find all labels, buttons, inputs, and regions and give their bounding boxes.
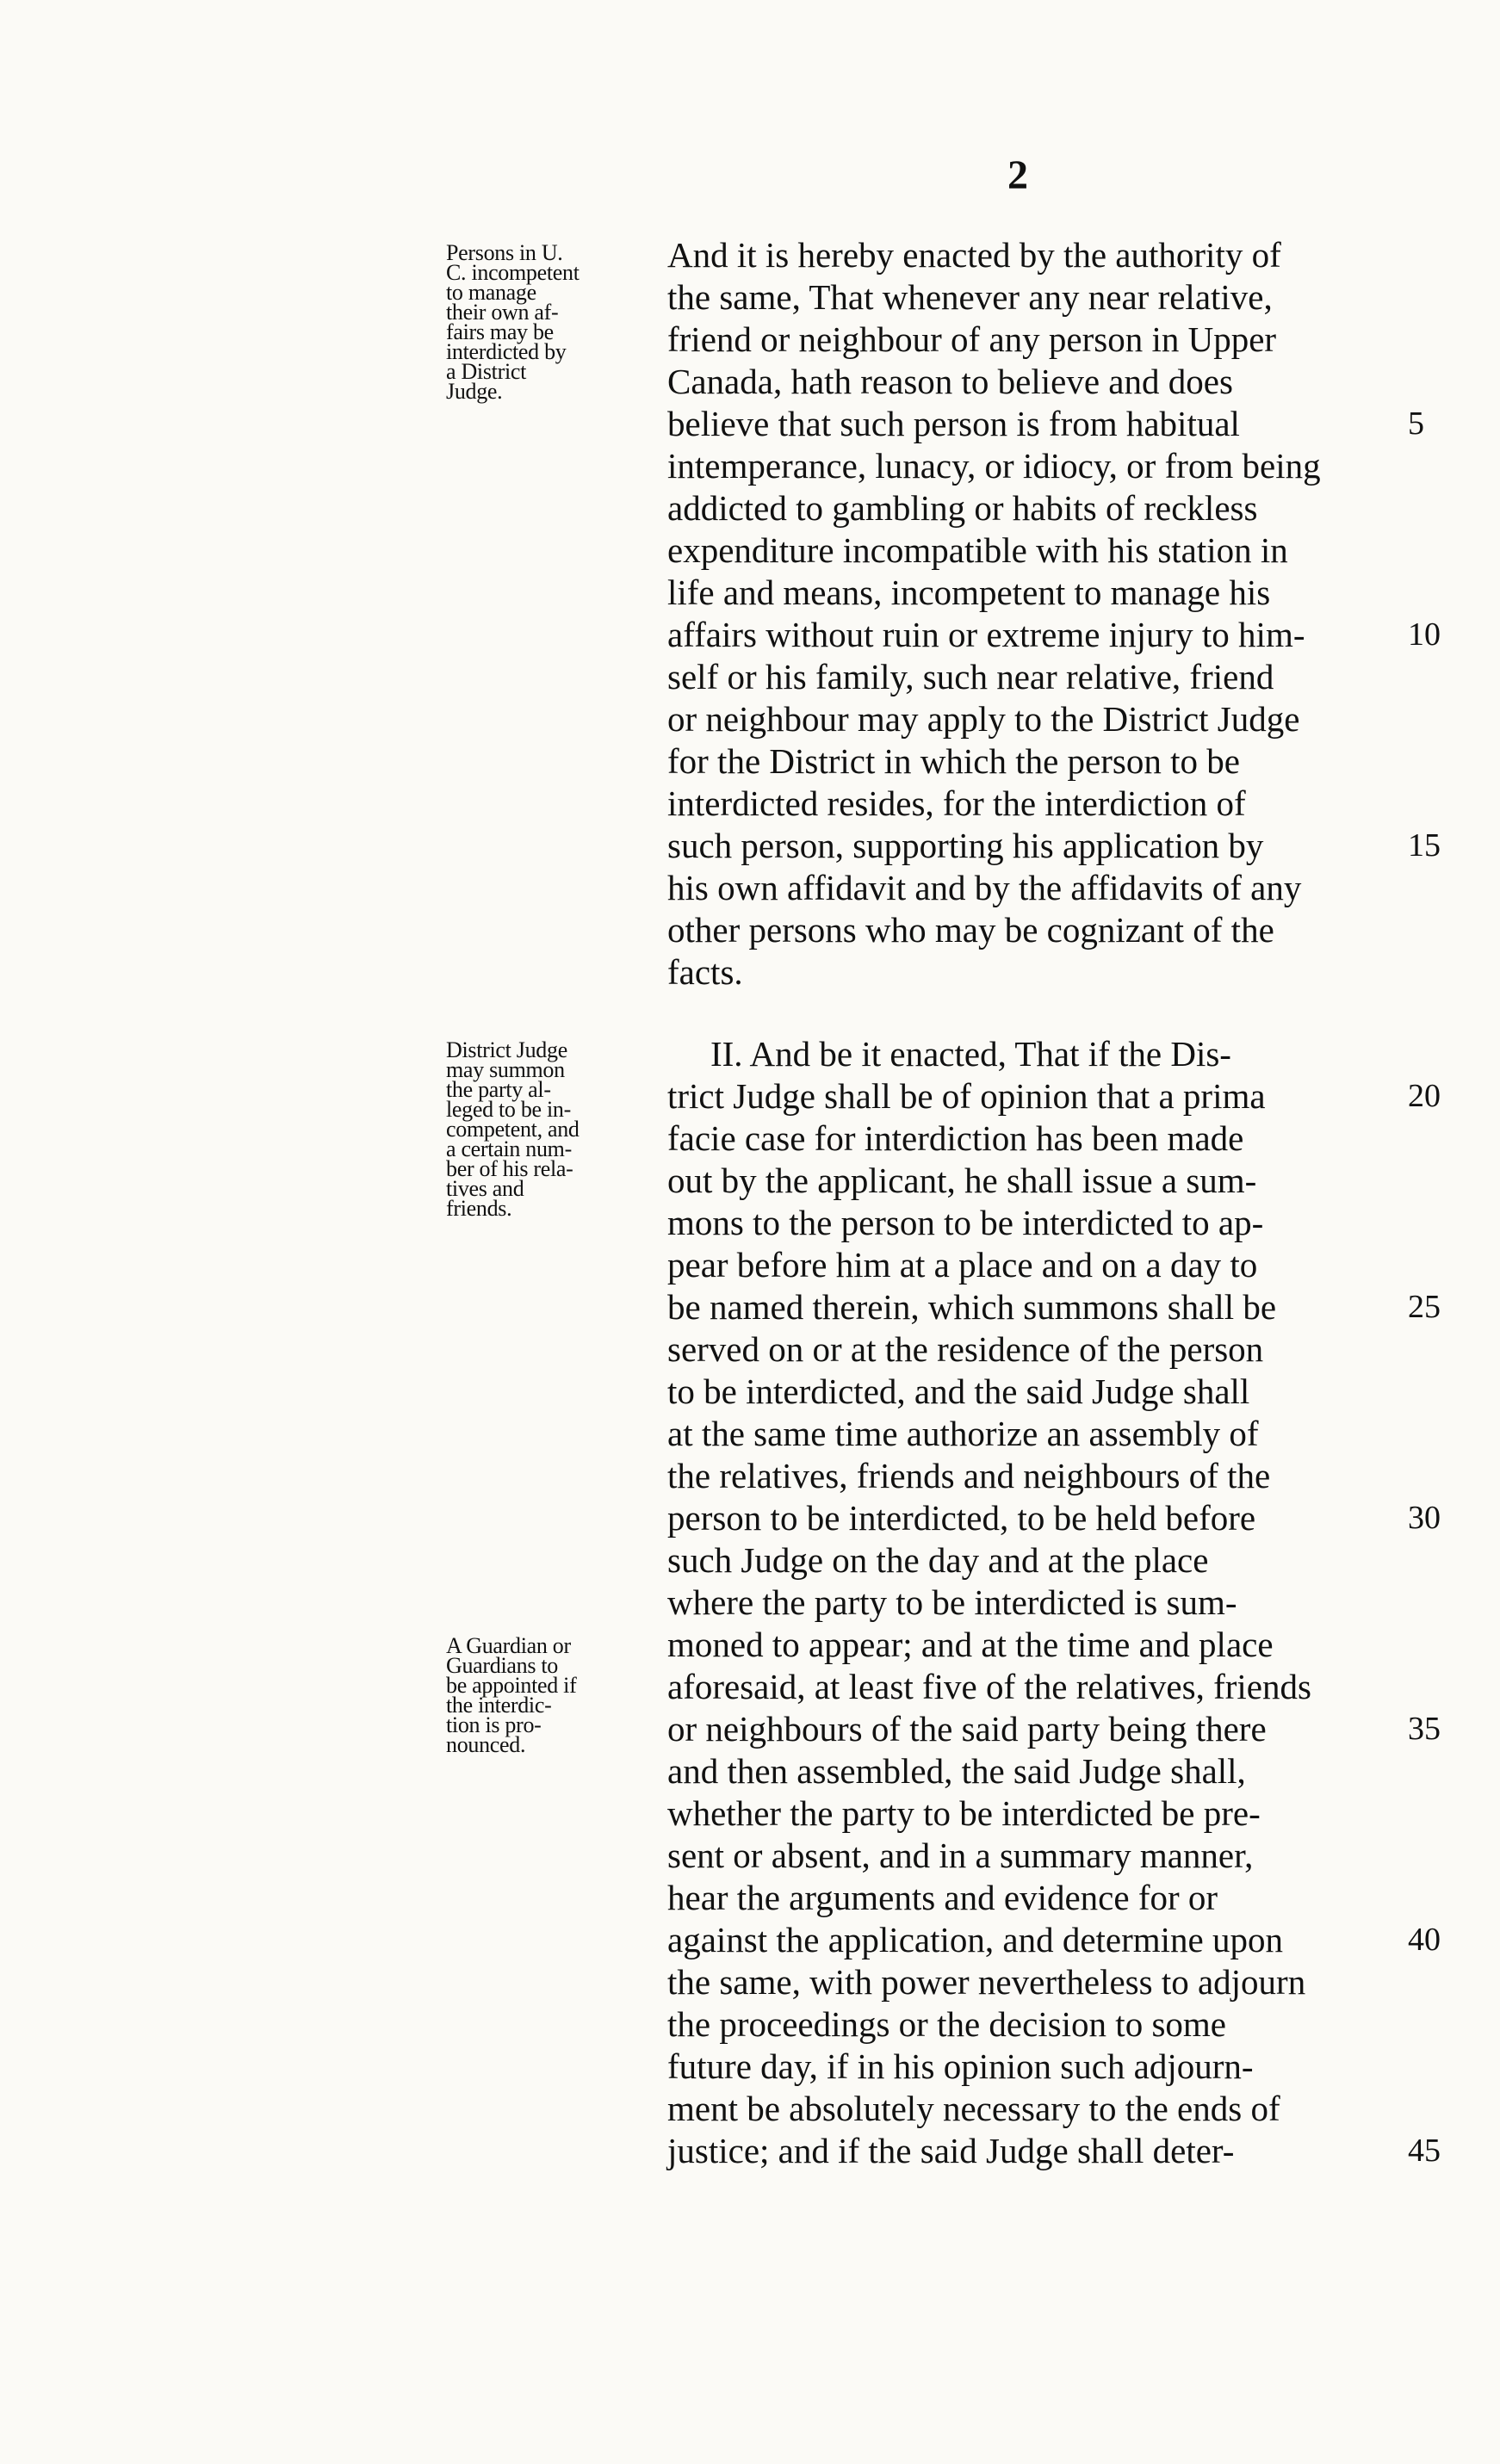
margin-note-line: the interdic- (446, 1693, 552, 1718)
margin-note-line: friends. (446, 1196, 512, 1221)
text-line (667, 2046, 1408, 2088)
margin-note-line: fairs may be (446, 319, 554, 344)
line-text: out by the applicant, he shall issue a sum- (667, 1161, 1257, 1200)
line-number: 10 (1408, 616, 1441, 653)
text-line (667, 825, 1441, 867)
text-line (667, 361, 1408, 403)
line-text: at the same time authorize an assembly of (667, 1414, 1259, 1453)
line-text: for the District in which the person to be (667, 741, 1240, 781)
text-line (667, 2088, 1408, 2130)
line-text: be named therein, which summons shall be (667, 1287, 1277, 1327)
text-line (667, 1961, 1408, 2003)
line-number: 35 (1408, 1711, 1441, 1747)
text-line (667, 1413, 1408, 1455)
line-text: pear before him at a place and on a day to (667, 1245, 1258, 1285)
text-line (667, 1877, 1408, 1919)
line-number: 15 (1408, 827, 1441, 864)
text-line (667, 614, 1441, 656)
section-1-paragraph (667, 234, 1441, 994)
text-line (667, 1202, 1408, 1244)
margin-note-guardian-appointed (446, 1633, 661, 1757)
margin-note-line: the party al- (446, 1077, 551, 1102)
text-line (667, 1117, 1408, 1160)
margin-note-line: ber of his rela- (446, 1156, 573, 1181)
line-text: sent or absent, and in a summary manner, (667, 1836, 1254, 1875)
text-line (667, 487, 1408, 529)
margin-note-district-judge-summon (446, 1037, 661, 1221)
line-text: against the application, and determine upon (667, 1920, 1283, 1959)
text-line (667, 234, 1408, 276)
line-text: the relatives, friends and neighbours of the (667, 1456, 1271, 1495)
text-line (667, 572, 1408, 614)
line-number: 30 (1408, 1500, 1441, 1536)
line-text: aforesaid, at least five of the relatives, friends (667, 1667, 1311, 1706)
margin-note-line: C. incompetent (446, 260, 580, 285)
line-text: person to be interdicted, to be held before (667, 1498, 1256, 1538)
line-text: friend or neighbour of any person in Upper (667, 319, 1277, 359)
text-line (667, 1244, 1408, 1286)
line-text: facie case for interdiction has been made (667, 1118, 1244, 1158)
line-text: affairs without ruin or extreme injury to him- (667, 615, 1305, 654)
text-line (667, 1328, 1408, 1371)
text-line (667, 2130, 1441, 2172)
text-line (667, 698, 1408, 740)
margin-note-line: a District (446, 359, 527, 384)
margin-note-line: a certain num- (446, 1136, 572, 1161)
text-line (667, 951, 1408, 994)
line-text: or neighbour may apply to the District Judge (667, 699, 1300, 739)
line-text: II. And be it enacted, That if the Dis- (710, 1034, 1231, 1074)
line-text: and then assembled, the said Judge shall, (667, 1751, 1246, 1791)
text-line (667, 2003, 1408, 2046)
line-text: facts. (667, 952, 743, 992)
text-line (667, 1835, 1408, 1877)
line-number: 5 (1408, 406, 1424, 442)
text-line (667, 783, 1408, 825)
line-text: addicted to gambling or habits of reckless (667, 488, 1258, 528)
margin-note-line: tives and (446, 1176, 524, 1201)
margin-note-line: leged to be in- (446, 1097, 571, 1122)
text-line (667, 1371, 1408, 1413)
line-text: the proceedings or the decision to some (667, 2004, 1226, 2044)
margin-note-line: nounced. (446, 1732, 526, 1757)
text-line (667, 1919, 1441, 1961)
text-line (667, 1750, 1408, 1792)
text-line (667, 656, 1408, 698)
line-text: served on or at the residence of the person (667, 1329, 1264, 1369)
line-text: And it is hereby enacted by the authority of (667, 235, 1281, 275)
text-line (667, 1666, 1408, 1708)
margin-note-line: Judge. (446, 379, 503, 404)
text-line (667, 276, 1408, 319)
line-text: or neighbours of the said party being there (667, 1709, 1267, 1749)
line-text: mons to the person to be interdicted to ap- (667, 1203, 1264, 1242)
line-text: expenditure incompatible with his station in (667, 530, 1288, 570)
text-line (667, 740, 1408, 783)
margin-note-line: to manage (446, 280, 536, 305)
line-text: the same, with power nevertheless to adjourn (667, 1962, 1306, 2002)
text-line (667, 1033, 1408, 1075)
line-number: 20 (1408, 1078, 1441, 1114)
text-line (667, 1708, 1441, 1750)
margin-note-line: Persons in U. (446, 240, 563, 265)
margin-note-persons-incompetent (446, 240, 661, 404)
line-text: whether the party to be interdicted be pre- (667, 1793, 1261, 1833)
line-number: 45 (1408, 2133, 1441, 2169)
line-text: interdicted resides, for the interdiction of (667, 783, 1246, 823)
margin-note-line: be appointed if (446, 1673, 577, 1698)
text-line (667, 445, 1408, 487)
line-text: believe that such person is from habitual (667, 404, 1240, 443)
margin-note-line: Guardians to (446, 1653, 558, 1678)
text-line (667, 1075, 1441, 1117)
text-line (667, 1539, 1408, 1582)
line-text: ment be absolutely necessary to the ends of (667, 2089, 1280, 2128)
text-line (667, 909, 1408, 951)
text-line (667, 1497, 1441, 1539)
margin-note-line: District Judge (446, 1037, 567, 1062)
line-text: justice; and if the said Judge shall deter- (667, 2131, 1235, 2170)
margin-note-line: interdicted by (446, 339, 567, 364)
margin-note-line: may summon (446, 1057, 565, 1082)
text-line (667, 867, 1408, 909)
text-line (667, 1160, 1408, 1202)
line-text: such person, supporting his application by (667, 826, 1264, 865)
line-text: other persons who may be cognizant of the (667, 910, 1274, 950)
line-text: future day, if in his opinion such adjourn- (667, 2046, 1254, 2086)
line-text: hear the arguments and evidence for or (667, 1878, 1218, 1917)
margin-note-line: competent, and (446, 1117, 580, 1142)
margin-note-line: their own af- (446, 300, 559, 325)
line-number: 40 (1408, 1922, 1441, 1958)
line-text: self or his family, such near relative, friend (667, 657, 1274, 696)
section-2-paragraph (667, 1033, 1441, 2172)
text-line (667, 1286, 1441, 1328)
line-text: trict Judge shall be of opinion that a prima (667, 1076, 1266, 1116)
line-text: life and means, incompetent to manage his (667, 573, 1271, 612)
text-line (667, 319, 1408, 361)
margin-note-line: tion is pro- (446, 1712, 542, 1737)
text-line (667, 1582, 1408, 1624)
line-text: Canada, hath reason to believe and does (667, 362, 1233, 401)
text-line (667, 403, 1424, 445)
page-number: 2 (1007, 152, 1028, 198)
line-number: 25 (1408, 1289, 1441, 1325)
line-text: intemperance, lunacy, or idiocy, or from being (667, 446, 1321, 486)
text-line (667, 529, 1408, 572)
line-text: his own affidavit and by the affidavits of any (667, 868, 1302, 907)
line-text: where the party to be interdicted is sum- (667, 1582, 1237, 1622)
line-text: to be interdicted, and the said Judge shall (667, 1371, 1250, 1411)
line-text: moned to appear; and at the time and place (667, 1625, 1274, 1664)
margin-note-line: A Guardian or (446, 1633, 571, 1658)
text-line (667, 1792, 1408, 1835)
line-text: such Judge on the day and at the place (667, 1540, 1209, 1580)
line-text: the same, That whenever any near relative, (667, 277, 1273, 317)
text-line (667, 1624, 1408, 1666)
text-line (667, 1455, 1408, 1497)
